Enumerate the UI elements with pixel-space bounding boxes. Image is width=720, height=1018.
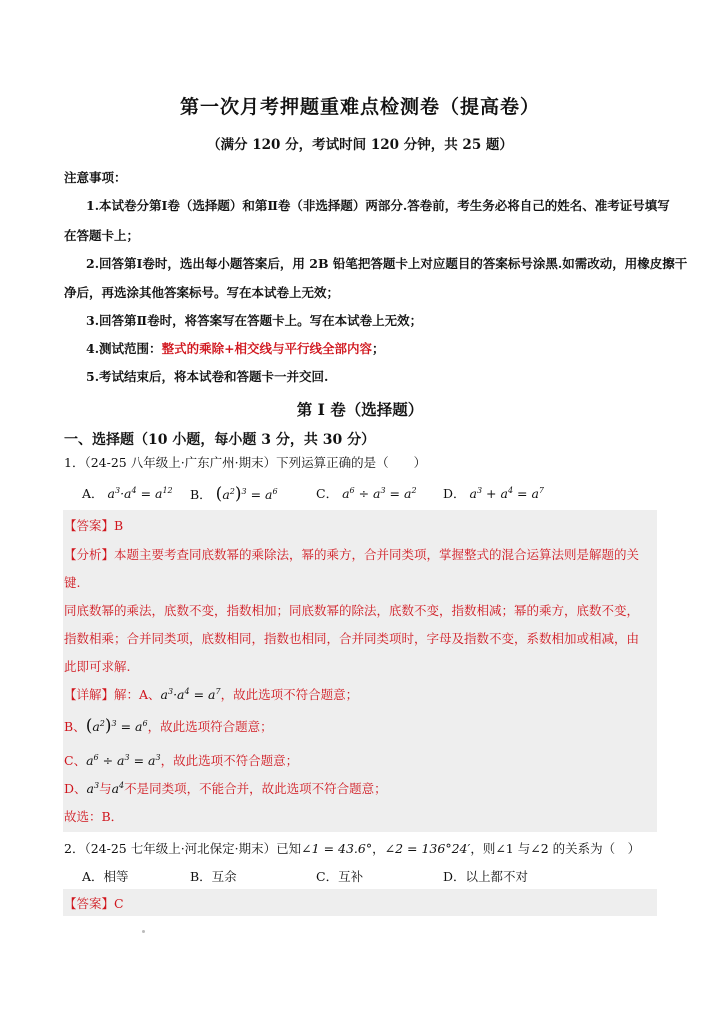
q1-option-b <box>190 484 278 504</box>
q1-detail-c-formula: $a^6 \div a^3 = a^3$ <box>86 752 161 768</box>
q2-stem-prefix: 2．（24-25 七年级上·河北保定·期末）已知 <box>64 841 302 856</box>
q1-option-c <box>316 484 417 502</box>
q1-detail-b-tail: ，故此选项符合题意； <box>147 719 273 734</box>
page-title: 第一次月考押题重难点检测卷（提高卷） <box>179 96 540 118</box>
note-item-2: 2.回答第Ⅰ卷时，选出每小题答案后，用 2B 铅笔把答题卡上对应题目的答案标号涂黑.如需改动，用橡皮擦干 <box>86 256 688 271</box>
q2-angle-2: ∠2 = 136°24′ <box>384 841 471 856</box>
q2-option-a: A．相等 <box>82 869 129 884</box>
q1-detail-d-prefix: D、 <box>64 781 87 796</box>
q2-option-b: B．互余 <box>190 869 237 884</box>
q1-detail-a <box>64 685 358 703</box>
q1-option-c-label: C． <box>316 486 339 501</box>
q1-detail-c <box>64 751 298 769</box>
q1-option-d-label: D． <box>443 486 466 501</box>
q1-detail-d <box>64 779 387 797</box>
q1-detail-b-prefix: B、 <box>64 719 86 734</box>
q1-option-b-formula: $(a^2)^3 = a^6$ <box>215 484 278 504</box>
q1-stem: 1．（24-25 八年级上·广东广州·期末）下列运算正确的是（ ） <box>64 455 427 470</box>
q1-detail-a-tail: ，故此选项不符合题意； <box>220 687 359 702</box>
q1-option-c-formula: $a^6 \div a^3 = a^2$ <box>342 485 417 501</box>
note-item-5: 5.考试结束后，将本试卷和答题卡一并交回. <box>86 369 329 384</box>
q1-detail-b <box>64 716 273 736</box>
q1-detail-d-term-1: $a^3$ <box>86 780 100 796</box>
q1-option-d-formula: $a^3 + a^4 = a^7$ <box>469 485 544 501</box>
q2-stem-suffix: ，则∠1 与∠2 的关系为（ ） <box>470 841 641 856</box>
note-item-1: 1.本试卷分第Ⅰ卷（选择题）和第Ⅱ卷（非选择题）两部分.答卷前，考生务必将自己的姓名、准考证号填写 <box>86 198 670 213</box>
test-scope-highlight: 整式的乘除+相交线与平行线全部内容 <box>161 341 373 356</box>
q1-analysis-line-5: 此即可求解. <box>64 659 131 674</box>
q1-detail-c-tail: ，故此选项不符合题意； <box>160 753 299 768</box>
q2-angle-1: ∠1 = 43.6° <box>301 841 373 856</box>
q1-option-b-label: B． <box>190 487 212 502</box>
q2-option-c: C．互补 <box>316 869 364 884</box>
q1-detail-c-prefix: C、 <box>64 753 87 768</box>
q1-detail-d-mid: 与 <box>99 781 112 796</box>
q1-detail-d-term-2: $a^4$ <box>111 780 125 796</box>
note-item-3: 3.回答第Ⅱ卷时，将答案写在答题卡上。写在本试卷上无效； <box>86 313 423 328</box>
q1-answer: 【答案】B <box>64 518 124 533</box>
note-item-4 <box>86 339 385 357</box>
scan-dot <box>142 930 145 933</box>
part-title: 一、选择题（10 小题，每小题 3 分，共 30 分） <box>64 432 376 448</box>
note-item-1-cont: 在答题卡上； <box>64 228 140 243</box>
q1-analysis-line-4: 指数相乘；合并同类项，底数相同，指数也相同，合并同类项时，字母及指数不变，系数相加或相减，由 <box>64 631 640 646</box>
page-subtitle: （满分 120 分，考试时间 120 分钟，共 25 题） <box>207 137 513 153</box>
q1-analysis-line-3: 同底数幂的乘法，底数不变，指数相加；同底数幂的除法，底数不变，指数相减；幂的乘方，底数不变， <box>64 603 640 618</box>
q1-detail-a-formula: $a^3\cdot a^4 = a^7$ <box>160 686 221 702</box>
q1-option-a-label: A． <box>82 486 104 501</box>
q1-option-d <box>443 484 544 502</box>
note-item-4-suffix: ； <box>372 341 385 356</box>
q1-detail-b-formula: $(a^2)^3 = a^6$ <box>85 716 148 736</box>
q2-stem <box>64 839 640 857</box>
q2-stem-mid: ， <box>372 841 385 856</box>
notes-heading: 注意事项： <box>64 170 127 185</box>
note-item-4-prefix: 4.测试范围： <box>86 341 162 356</box>
q2-answer: 【答案】C <box>64 896 124 911</box>
q1-analysis-line-2: 键. <box>64 575 81 590</box>
q2-option-d: D．以上都不对 <box>443 869 529 884</box>
q1-conclusion: 故选：B． <box>64 809 124 824</box>
q1-option-a <box>82 484 173 502</box>
section-title: 第 I 卷（选择题） <box>296 400 424 419</box>
q1-detail-prefix: 【详解】解：A、 <box>64 687 161 702</box>
note-item-2-cont: 净后，再选涂其他答案标号。写在本试卷上无效； <box>64 285 340 300</box>
q2-solution-box <box>63 889 657 916</box>
q1-analysis-line-1: 【分析】本题主要考查同底数幂的乘除法，幂的乘方，合并同类项，掌握整式的混合运算法则是解题的关 <box>64 547 640 562</box>
q1-detail-d-tail: 不是同类项，不能合并，故此选项不符合题意； <box>124 781 387 796</box>
q1-option-a-formula: $a^3\cdot a^4 = a^{12}$ <box>107 485 173 501</box>
